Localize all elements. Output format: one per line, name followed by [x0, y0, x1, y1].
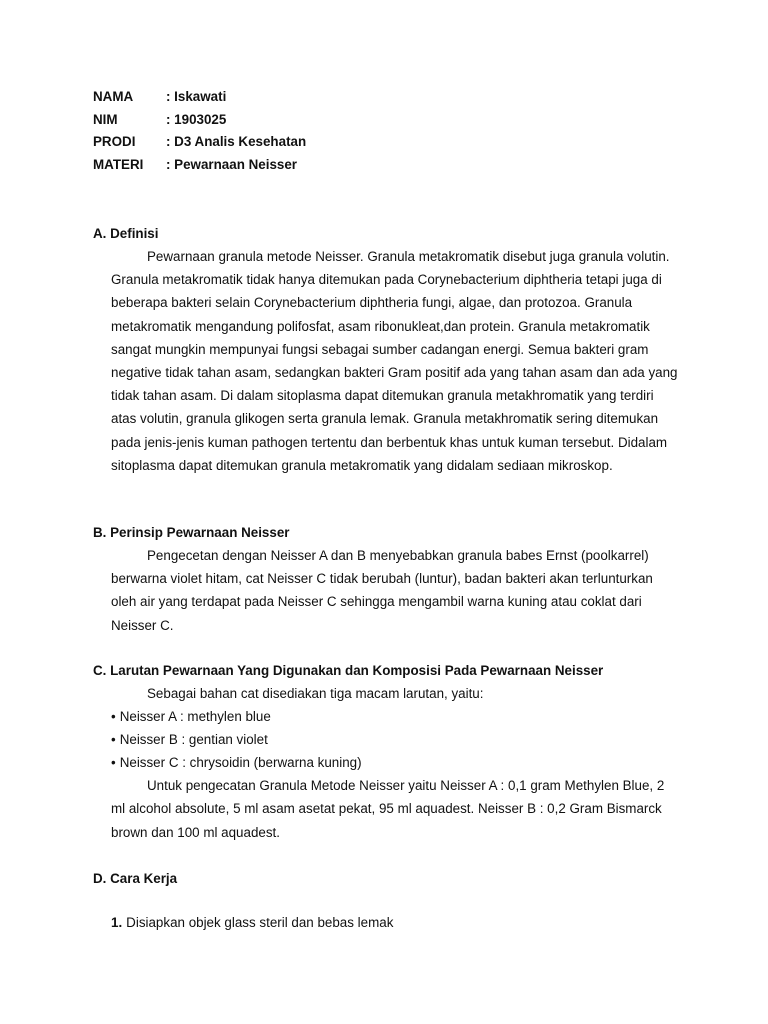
bullet-icon: • — [111, 709, 116, 725]
section-definisi — [93, 222, 693, 477]
bullet-icon: • — [111, 755, 116, 771]
step-item — [111, 911, 693, 934]
info-label: NAMA — [93, 89, 134, 104]
info-row-nim — [93, 109, 306, 132]
section-title: B. Perinsip Pewarnaan Neisser — [93, 525, 290, 540]
bullet-icon: • — [111, 732, 116, 748]
student-info — [93, 86, 306, 176]
list-item — [111, 751, 693, 774]
info-label: PRODI — [93, 134, 136, 149]
step-number: 1. — [111, 915, 123, 930]
section-intro: Sebagai bahan cat disediakan tiga macam larutan, yaitu: — [147, 686, 484, 701]
info-value: : Iskawati — [166, 89, 227, 104]
info-value: : Pewarnaan Neisser — [166, 156, 297, 172]
info-row-materi — [93, 154, 306, 177]
info-label: MATERI — [93, 156, 144, 172]
section-title: A. Definisi — [93, 226, 159, 241]
section-title: C. Larutan Pewarnaan Yang Digunakan dan Komposisi Pada Pewarnaan Neisser — [93, 663, 604, 678]
section-paragraph: Pewarnaan granula metode Neisser. Granula metakromatik disebut juga granula volutin. Granula metakromatik tidak hanya ditemukan pada Corynebacterium diphtheria tetapi juga di beberapa bakteri selain Corynebacterium diphtheria fungi, algae, dan protozoa. Granula metakromatik mengandung polifosfat, asam ribonukleat,dan protein. Granula metakromatik sangat mungkin mempunyai fungsi sebagai sumber cadangan energi. Semua bakteri gram negative tidak tahan asam, sedangkan bakteri Gram positif ada yang tahan asam dan ada yang tidak tahan asam. Di dalam sitoplasma dapat ditemukan granula metakhromatik yang terdiri atas volutin, granula glikogen serta granula lemak. Granula metakhromatik sering ditemukan pada jenis-jenis kuman pathogen tertentu dan berbentuk khas untuk kuman tersebut. Didalam sitoplasma dapat ditemukan granula metakromatik yang didalam sediaan mikroskop. — [111, 249, 678, 473]
section-title: D. Cara Kerja — [93, 871, 178, 886]
info-value: : 1903025 — [166, 111, 227, 127]
list-item-text: Neisser B : gentian violet — [119, 732, 268, 748]
section-paragraph: Untuk pengecatan Granula Metode Neisser yaitu Neisser A : 0,1 gram Methylen Blue, 2 ml alcohol absolute, 5 ml asam asetat pekat, 95 ml aquadest. Neisser B : 0,2 Gram Bismarck brown dan 100 ml aquadest. — [111, 778, 665, 840]
info-value: : D3 Analis Kesehatan — [166, 134, 307, 149]
section-paragraph: Pengecetan dengan Neisser A dan B menyebabkan granula babes Ernst (poolkarrel) berwarna violet hitam, cat Neisser C tidak berubah (luntur), badan bakteri akan terlunturkan oleh air yang terdapat pada Neisser C sehingga mengambil warna kuning atau coklat dari Neisser C. — [111, 548, 653, 633]
info-row-nama — [93, 86, 306, 109]
step-text: Disiapkan objek glass steril dan bebas lemak — [126, 915, 394, 930]
section-cara-kerja — [93, 867, 693, 934]
section-larutan — [93, 659, 693, 844]
list-item — [111, 728, 693, 751]
section-prinsip — [93, 521, 693, 637]
info-row-prodi — [93, 131, 306, 154]
list-item-text: Neisser C : chrysoidin (berwarna kuning) — [119, 755, 362, 771]
list-item-text: Neisser A : methylen blue — [119, 709, 271, 725]
reagent-list — [111, 705, 693, 774]
list-item — [111, 705, 693, 728]
info-label: NIM — [93, 111, 118, 127]
